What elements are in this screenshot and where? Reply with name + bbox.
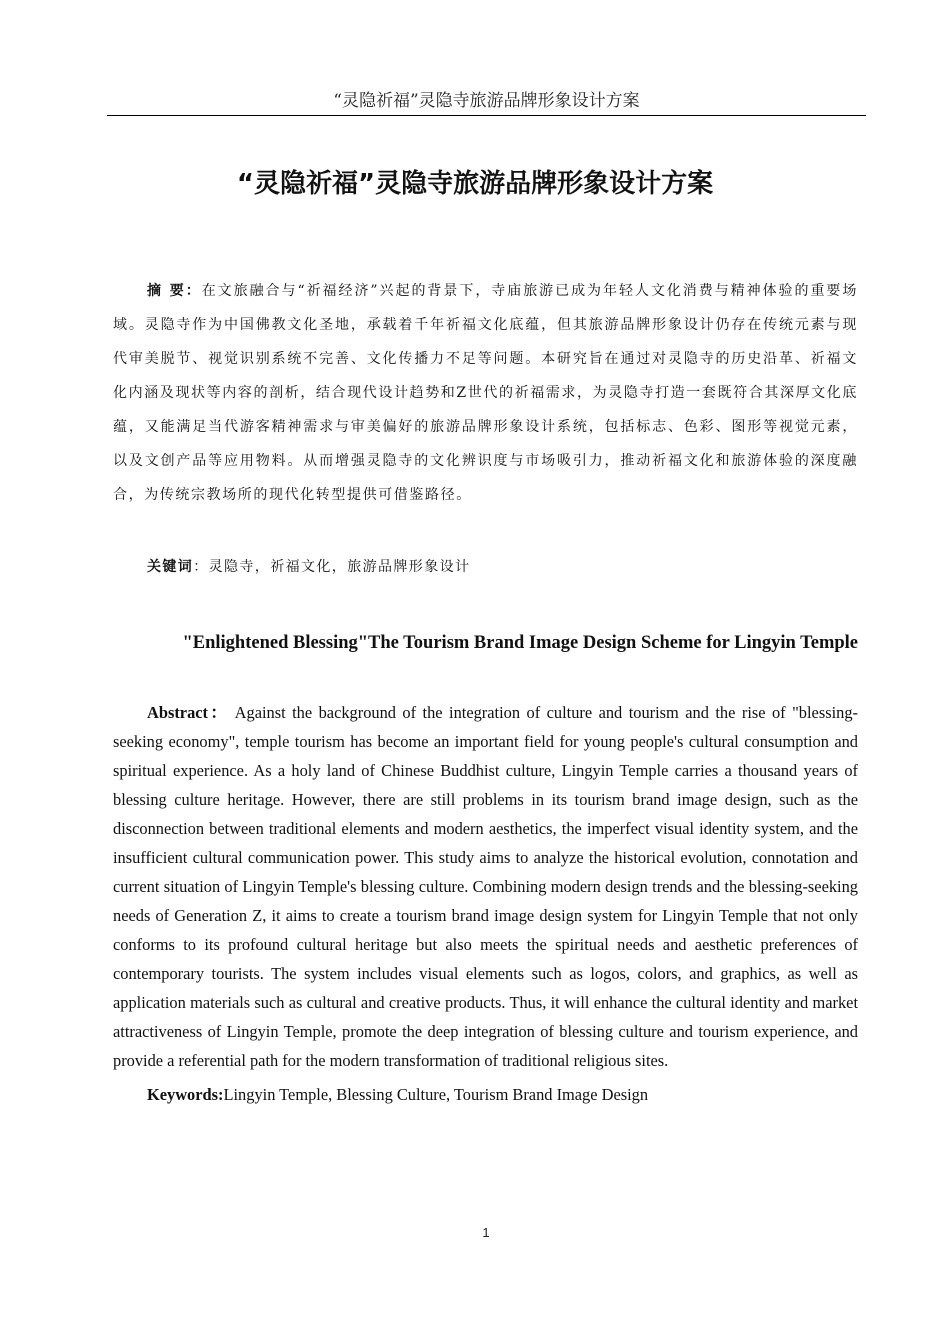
running-header: “灵隐祈福”灵隐寺旅游品牌形象设计方案 — [333, 91, 640, 111]
chinese-abstract-text: 在文旅融合与“祈福经济”兴起的背景下，寺庙旅游已成为年轻人文化消费与精神体验的重要场域。灵隐寺作为中国佛教文化圣地，承载着千年祈福文化底蕴，但其旅游品牌形象设计仍存在传统元素与现代审美脱节、视觉识别系统不完善、文化传播力不足等问题。本研究旨在通过对灵隐寺的历史沿革、祈福文化内涵及现状等内容的剖析，结合现代设计趋势和Z世代的祈福需求，为灵隐寺打造一套既符合其深厚文化底蕴，又能满足当代游客精神需求与审美偏好的旅游品牌形象设计系统，包括标志、色彩、图形等视觉元素，以及文创产品等应用物料。从而增强灵隐寺的文化辨识度与市场吸引力，推动祈福文化和旅游体验的深度融合，为传统宗教场所的现代化转型提供可借鉴路径。 — [113, 283, 858, 503]
chinese-title: “灵隐祈福”灵隐寺旅游品牌形象设计方案 — [236, 169, 714, 199]
english-keywords-text: Lingyin Temple, Blessing Culture, Tourism Brand Image Design — [223, 1085, 649, 1104]
chinese-keywords — [113, 550, 858, 584]
header-rule — [107, 115, 866, 116]
english-abstract-label: Abstract： — [147, 703, 230, 722]
chinese-keywords-label: 关键词 — [147, 559, 194, 575]
english-abstract — [113, 698, 858, 1075]
chinese-abstract — [113, 274, 858, 512]
english-abstract-text: Against the background of the integration of culture and tourism and the rise of "blessing-seeking economy", temple tourism has become an important field for young people's cultural consumption and spiritual experience. As a holy land of Chinese Buddhist culture, Lingyin Temple carries a thousand years of blessing culture heritage. However, there are still problems in its tourism brand image design, such as the disconnection between traditional elements and modern aesthetics, the imperfect visual identity system, and the insufficient cultural communication power. This study aims to analyze the historical evolution, connotation and current situation of Lingyin Temple's blessing culture. Combining modern design trends and the blessing-seeking needs of Generation Z, it aims to create a tourism brand image design system for Lingyin Temple that not only conforms to its profound cultural heritage but also meets the spiritual needs and aesthetic preferences of contemporary tourists. The system includes visual elements such as logos, colors, and graphics, as well as application materials such as cultural and creative products. Thus, it will enhance the cultural identity and market attractiveness of Lingyin Temple, promote the deep integration of blessing culture and tourism experience, and provide a referential path for the modern transformation of traditional religious sites. — [113, 703, 858, 1070]
english-title: "Enlightened Blessing"The Tourism Brand Image Design Scheme for Lingyin Temple — [182, 633, 858, 653]
english-keywords-label: Keywords: — [147, 1085, 224, 1104]
page-number: 1 — [482, 1225, 490, 1240]
english-keywords — [113, 1080, 858, 1109]
chinese-abstract-label: 摘 要： — [147, 283, 202, 299]
chinese-keywords-text: ：灵隐寺，祈福文化，旅游品牌形象设计 — [193, 559, 471, 575]
